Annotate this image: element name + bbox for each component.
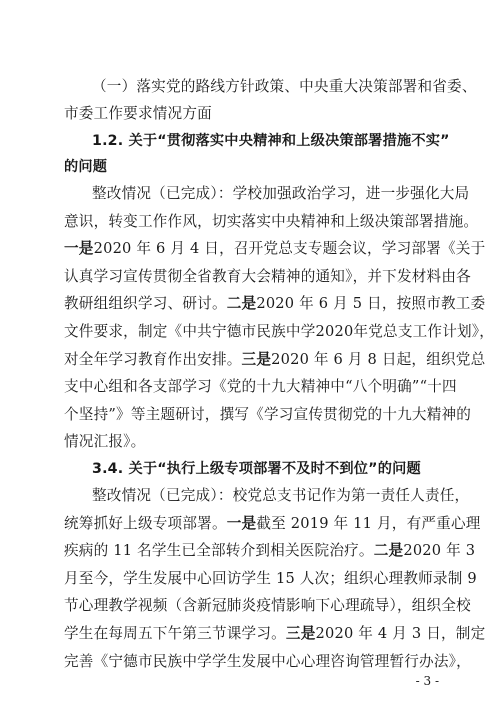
text-line: 整改情况（已完成）：学校加强政治学习，进一步强化大局: [92, 185, 470, 202]
text-line: 认真学习宣传贯彻全省教育大会精神的通知》，并下发材料由各: [64, 267, 471, 285]
section-title-line-1: （一）落实党的路线方针政策、中央重大决策部署和省委、: [92, 78, 477, 95]
text-line: 一是2020 年 6 月 4 日，召开党总支专题会议，学习部署《关于: [64, 240, 486, 258]
text-line: 个坚持”》等主题研讨，撰写《学习宣传贯彻党的十九大精神的: [64, 405, 472, 423]
emphasis-label: 二是: [373, 542, 404, 560]
item1-heading-line-1: 1.2. 关于“贯彻落实中央精神和上级决策部署措施不实”: [92, 133, 450, 149]
text-line: 疾病的 11 名学生已全部转介到相关医院治疗。二是2020 年 3: [64, 542, 476, 560]
text-line: 意识，转变工作作风，切实落实中央精神和上级决策部署措施。: [64, 212, 479, 230]
section-title-line-2: 市委工作要求情况方面: [64, 105, 212, 122]
text-line: 支中心组和各支部学习《党的十九大精神中“八个明确”“十四: [64, 378, 457, 396]
emphasis-label: 二是: [226, 295, 257, 313]
emphasis-label: 三是: [241, 350, 272, 368]
text-line: 文件要求，制定《中共宁德市民族中学2020年党总支工作计划》，: [64, 323, 495, 340]
text-line: 学生在每周五下午第三节课学习。三是2020 年 4 月 3 日，制定: [64, 625, 486, 642]
text-line: 对全年学习教育作出安排。三是2020 年 6 月 8 日起，组织党总: [64, 350, 486, 368]
emphasis-label: 一是: [64, 240, 94, 258]
text-line: 节心理教学视频（含新冠肺炎疫情影响下心理疏导），组织全校: [64, 597, 471, 615]
item2-heading: 3.4. 关于“执行上级专项部署不及时不到位”的问题: [92, 461, 421, 477]
emphasis-label: 一是: [226, 514, 257, 532]
text-line: 情况汇报》。: [64, 433, 146, 451]
emphasis-label: 三是: [285, 625, 316, 642]
item1-heading-line-2: 的问题: [64, 159, 108, 175]
text-line: 完善《宁德市民族中学学生发展中心心理咨询管理暂行办法》，: [64, 652, 471, 670]
page-number: - 3 -: [415, 674, 439, 688]
text-line: 统筹抓好上级专项部署。一是截至 2019 年 11 月，有严重心理: [64, 514, 481, 532]
text-line: 教研组组织学习、研讨。二是2020 年 6 月 5 日，按照市教工委: [64, 295, 486, 313]
text-line: 月至今，学生发展中心回访学生 15 人次；组织心理教师录制 9: [64, 569, 477, 587]
text-line: 整改情况（已完成）：校党总支书记作为第一责任人责任，: [92, 487, 470, 504]
